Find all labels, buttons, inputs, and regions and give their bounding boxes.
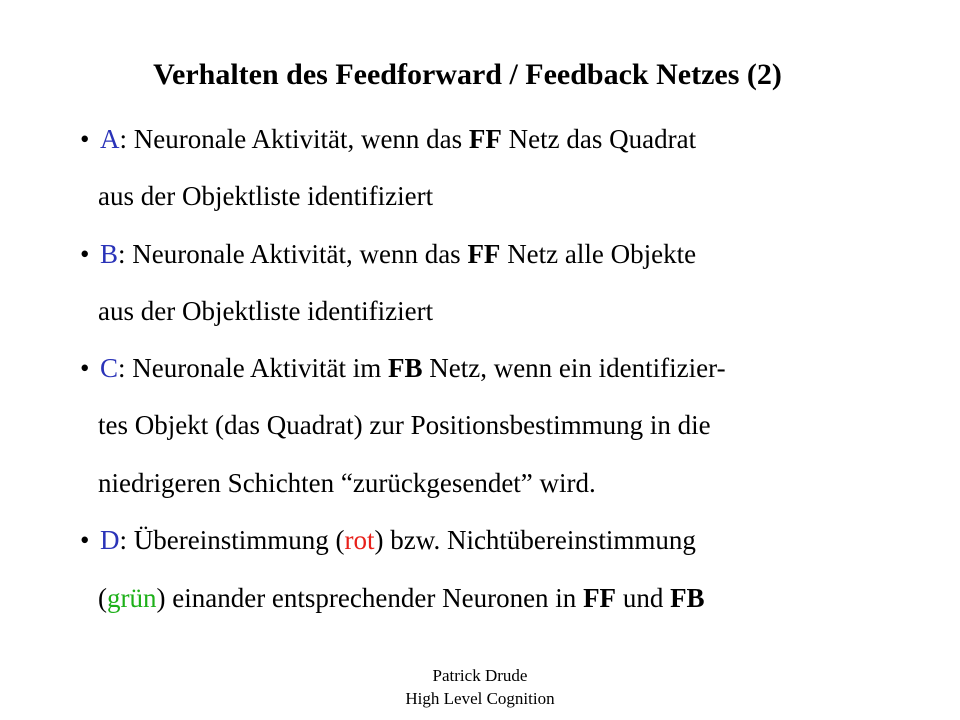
- item-d-key: D: [100, 525, 120, 555]
- item-c-key: C: [100, 353, 119, 383]
- item-a-text: : Neuronale Aktivität, wenn das: [119, 124, 469, 154]
- bullet-icon: •: [80, 353, 90, 383]
- bullet-b-line-2: aus der Objektliste identifiziert: [98, 296, 434, 326]
- bullet-d-line-2: [98, 585, 705, 612]
- footer-author: Patrick Drude: [432, 666, 528, 685]
- bullet-a-line-1: [80, 126, 696, 153]
- bullet-b-line-1: [80, 241, 696, 268]
- bullet-c-line-1: [80, 355, 726, 382]
- item-b-ff: FF: [467, 239, 501, 269]
- item-d-ff: FF: [583, 583, 617, 613]
- bullet-d-line-1: [80, 527, 696, 554]
- item-d-rot: rot: [344, 525, 375, 555]
- item-d-und: und: [616, 583, 671, 613]
- bullet-icon: •: [80, 124, 90, 154]
- item-a-text-2: Netz das Quadrat: [501, 124, 697, 154]
- item-d-gruen: grün: [107, 583, 157, 613]
- bullet-c-line-2: tes Objekt (das Quadrat) zur Positionsbestimmung in die: [98, 410, 711, 440]
- slide-title: Verhalten des Feedforward / Feedback Netzes (2): [153, 58, 782, 91]
- item-a-key: A: [100, 124, 120, 154]
- bullet-icon: •: [80, 525, 90, 555]
- bullet-c-line-3: niedrigeren Schichten “zurückgesendet” wird.: [98, 468, 596, 498]
- item-d-paren-open: (: [98, 583, 107, 613]
- item-b-text: : Neuronale Aktivität, wenn das: [118, 239, 468, 269]
- item-b-key: B: [100, 239, 119, 269]
- item-d-text: : Übereinstimmung (: [119, 525, 345, 555]
- bullet-a-line-2: aus der Objektliste identifiziert: [98, 181, 434, 211]
- item-c-text: : Neuronale Aktivität im: [118, 353, 388, 383]
- item-b-text-2: Netz alle Objekte: [500, 239, 697, 269]
- item-c-fb: FB: [387, 353, 423, 383]
- item-d-fb: FB: [670, 583, 705, 613]
- item-c-text-2: Netz, wenn ein identifizier-: [422, 353, 726, 383]
- footer-course: High Level Cognition: [405, 689, 555, 708]
- bullet-icon: •: [80, 239, 90, 269]
- slide-footer: [0, 664, 960, 710]
- item-a-ff: FF: [468, 124, 502, 154]
- item-d-text-2: ) bzw. Nichtübereinstimmung: [374, 525, 696, 555]
- item-d-line-2-text: ) einander entsprechender Neuronen in: [156, 583, 584, 613]
